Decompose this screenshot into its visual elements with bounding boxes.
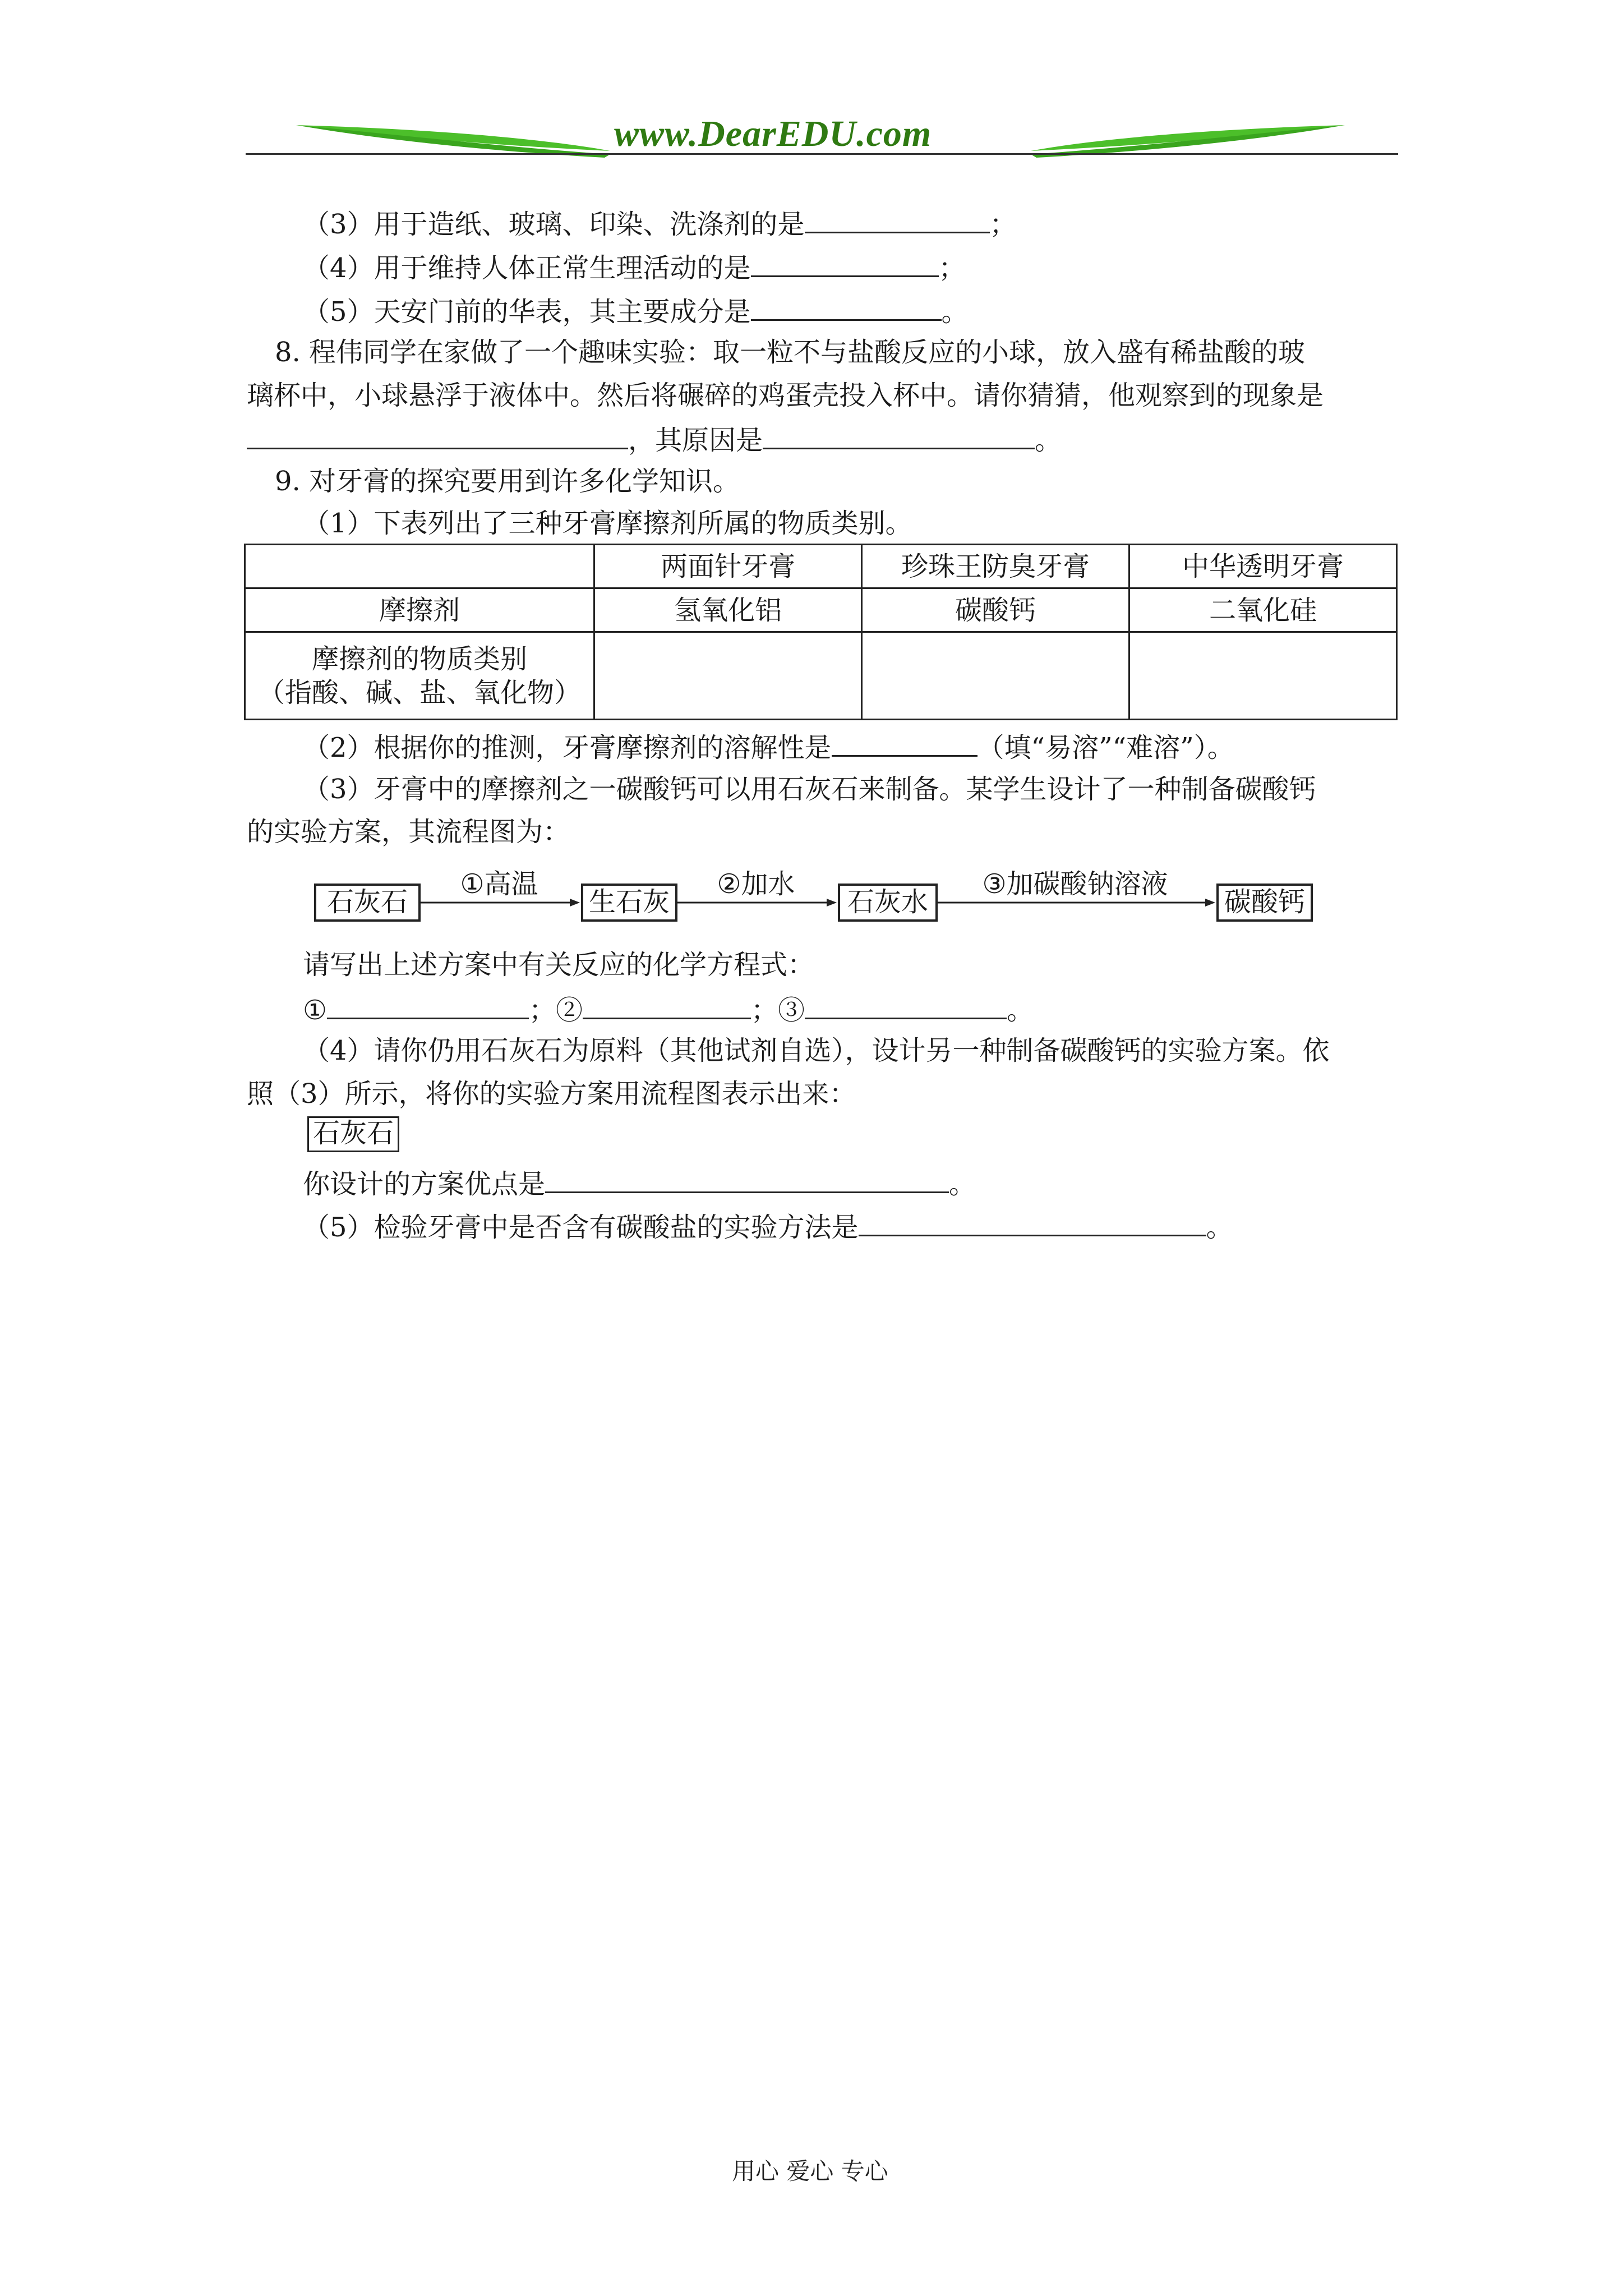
q9-part-5: （5）检验牙膏中是否含有碳酸盐的实验方法是 。 [303, 1209, 1233, 1244]
q9-part-4-line-1: （4）请你仍用石灰石为原料（其他试剂自选），设计另一种制备碳酸钙的实验方案。依 [303, 1035, 1330, 1066]
flow-step-1-label: ①高温 [460, 868, 538, 900]
q8-line-2: 璃杯中，小球悬浮于液体中。然后将碾碎的鸡蛋壳投入杯中。请你猜猜，他观察到的现象是 [247, 380, 1324, 411]
header-divider [246, 153, 1398, 155]
q9-part-1: （1）下表列出了三种牙膏摩擦剂所属的物质类别。 [303, 508, 912, 539]
flow-step-3-label: ③加碳酸钠溶液 [982, 868, 1168, 900]
advantage-line: 你设计的方案优点是 。 [303, 1166, 976, 1201]
q9-part-3-line-1: （3）牙膏中的摩擦剂之一碳酸钙可以用石灰石来制备。某学生设计了一种制备碳酸钙 [303, 774, 1316, 805]
table-row-label: 摩擦剂的物质类别 （指酸、碱、盐、氧化物） [245, 632, 594, 720]
answer-blank[interactable] [583, 992, 751, 1019]
table-row [245, 545, 1397, 588]
q7-item-4: （4）用于维持人体正常生理活动的是 ； [303, 250, 966, 285]
table-answer-cell[interactable] [594, 632, 862, 720]
q9-part-4-line-2: 照（3）所示，将你的实验方案用流程图表示出来： [247, 1078, 856, 1110]
table-header-cell [245, 545, 594, 588]
flow-node-quicklime: 生石灰 [581, 884, 677, 922]
answer-blank[interactable] [763, 422, 1035, 449]
table-row [245, 588, 1397, 632]
q8-line-3: ，其原因是 。 [247, 422, 1062, 457]
logo-text: www.DearEDU.com [614, 113, 932, 154]
table-row [245, 632, 1397, 720]
flow-node-calcium-carbonate: 碳酸钙 [1216, 884, 1313, 922]
answer-blank[interactable] [805, 206, 990, 233]
q9-intro: 9. 对牙膏的探究要用到许多化学知识。 [275, 466, 740, 497]
part-4-start-box: 石灰石 [307, 1116, 399, 1152]
answer-blank[interactable] [832, 729, 978, 757]
answer-blank[interactable] [327, 992, 529, 1019]
q7-item-4-text: （4）用于维持人体正常生理活动的是 [303, 252, 751, 284]
q7-item-5-text: （5）天安门前的华表，其主要成分是 [303, 296, 751, 328]
answer-blank[interactable] [751, 293, 942, 321]
table-cell: 二氧化硅 [1129, 588, 1397, 632]
answer-blank[interactable] [859, 1209, 1206, 1236]
abrasive-table [244, 544, 1398, 720]
q9-part-3-line-2: 的实验方案，其流程图为： [247, 816, 570, 848]
q9-part-2: （2）根据你的推测，牙膏摩擦剂的溶解性是 （填“易溶”“难溶”）。 [303, 729, 1234, 765]
answer-blank[interactable] [247, 422, 628, 449]
flow-node-limewater: 石灰水 [838, 884, 938, 922]
table-cell: 碳酸钙 [862, 588, 1129, 632]
page-footer: 用心 爱心 专心 [732, 2157, 888, 2185]
flow-step-2-label: ②加水 [717, 868, 795, 900]
q7-item-3: （3）用于造纸、玻璃、印染、洗涤剂的是 ； [303, 206, 1017, 241]
q7-item-5: （5）天安门前的华表，其主要成分是 。 [303, 293, 969, 329]
equations-prompt: 请写出上述方案中有关反应的化学方程式： [303, 949, 815, 981]
table-header-cell: 珍珠王防臭牙膏 [862, 545, 1129, 588]
answer-blank[interactable] [751, 250, 939, 277]
table-answer-cell[interactable] [862, 632, 1129, 720]
table-row-label: 摩擦剂 [245, 588, 594, 632]
flow-node-limestone: 石灰石 [314, 884, 421, 922]
table-answer-cell[interactable] [1129, 632, 1397, 720]
q8-line-1: 8. 程伟同学在家做了一个趣味实验：取一粒不与盐酸反应的小球，放入盛有稀盐酸的玻 [275, 337, 1306, 368]
answer-blank[interactable] [545, 1166, 949, 1193]
answer-blank[interactable] [805, 992, 1007, 1019]
q7-item-3-text: （3）用于造纸、玻璃、印染、洗涤剂的是 [303, 209, 805, 240]
table-header-cell: 中华透明牙膏 [1129, 545, 1397, 588]
table-header-cell: 两面针牙膏 [594, 545, 862, 588]
table-cell: 氢氧化铝 [594, 588, 862, 632]
equations-line: ① ；② ；③ 。 [303, 992, 1034, 1027]
